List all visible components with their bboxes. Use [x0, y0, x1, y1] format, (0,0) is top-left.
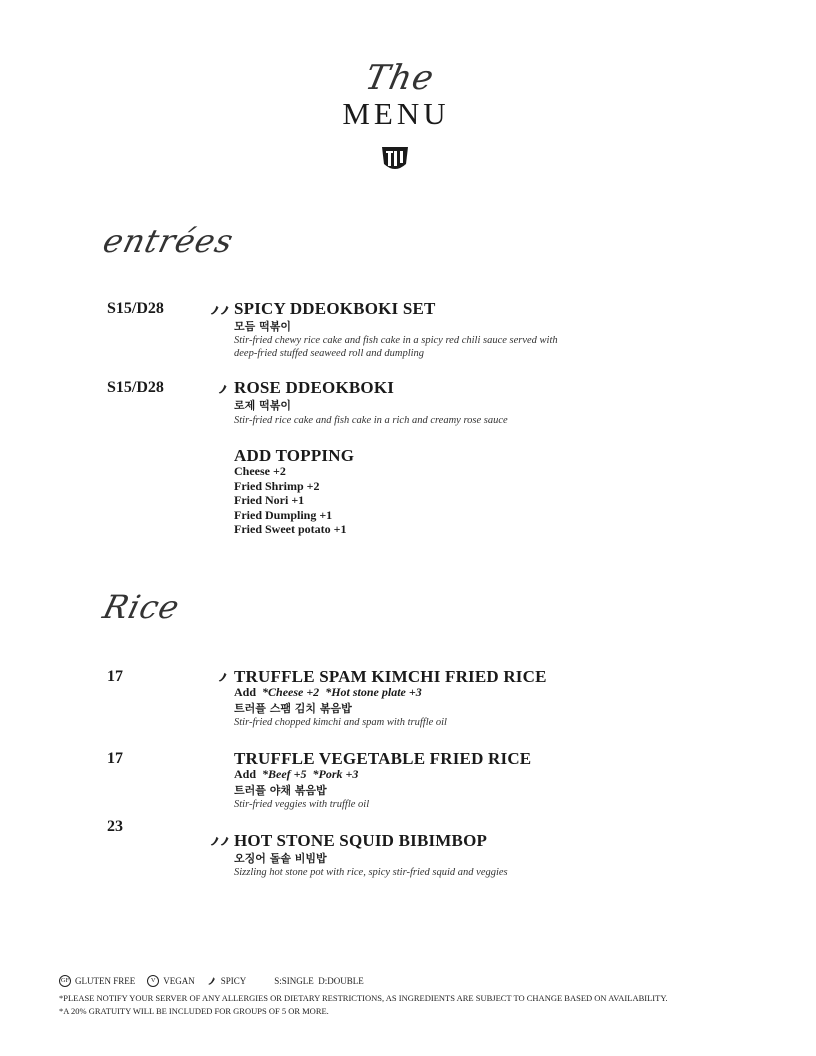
restaurant-logo — [379, 144, 411, 174]
topping-item: Fried Dumpling +1 — [234, 507, 333, 522]
price-truffle-vegetable: 17 — [107, 750, 123, 767]
item-description: Stir-fried chewy rice cake and fish cake in a spicy red chili sauce served with — [234, 335, 558, 346]
addon-option: *Pork +3 — [312, 767, 359, 781]
item-description: Stir-fried rice cake and fish cake in a rich and creamy rose sauce — [234, 415, 508, 426]
header-script-the: The — [361, 58, 438, 98]
page-title: MENU — [342, 96, 450, 131]
addon-prefix: Add — [234, 685, 257, 699]
topping-item: Fried Nori +1 — [234, 493, 305, 507]
price-spicy-ddeokboki-set: S15/D28 — [107, 300, 164, 317]
gluten-free-icon: GF — [59, 975, 71, 987]
item-description: Sizzling hot stone pot with rice, spicy stir-fried squid and veggies — [234, 867, 508, 878]
topping-item: Fried Shrimp +2 — [234, 478, 320, 493]
item-addons — [234, 685, 422, 700]
legend-gluten-free: GLUTEN FREE — [75, 976, 136, 986]
addon-option: *Hot stone plate +3 — [325, 685, 422, 699]
price-rose-ddeokboki: S15/D28 — [107, 379, 164, 396]
footer-legend — [59, 975, 364, 987]
topping-item: Fried Sweet potato +1 — [234, 522, 347, 536]
topping-title: ADD TOPPING — [234, 446, 355, 465]
section-title-rice: Rice — [99, 588, 184, 626]
spicy-icon — [209, 835, 231, 847]
topping-item: Cheese +2 — [234, 464, 286, 478]
item-description: deep-fried stuffed seaweed roll and dumpling — [234, 348, 425, 359]
item-name: HOT STONE SQUID BIBIMBOP — [234, 831, 488, 850]
item-description: Stir-fried veggies with truffle oil — [234, 799, 370, 810]
footer-allergy-note: *PLEASE NOTIFY YOUR SERVER OF ANY ALLERGIES OR DIETARY RESTRICTIONS, AS INGREDIENTS ARE SUBJECT TO CHANGE BASED ON AVAILABILITY. — [59, 993, 668, 1003]
footer-gratuity-note: *A 20% GRATUITY WILL BE INCLUDED FOR GROUPS OF 5 OR MORE. — [59, 1006, 329, 1016]
item-korean-name: 트러플 야채 볶음밥 — [234, 784, 327, 797]
price-truffle-spam-kimchi: 17 — [107, 668, 123, 685]
section-title-entrees: entrées — [99, 222, 238, 260]
item-name: ROSE DDEOKBOKI — [234, 378, 395, 397]
spicy-icon — [207, 976, 217, 986]
item-addons — [234, 767, 358, 782]
price-hot-stone-squid: 23 — [107, 818, 123, 835]
item-name: TRUFFLE VEGETABLE FRIED RICE — [234, 749, 532, 768]
legend-spicy: SPICY — [220, 976, 247, 986]
item-name: SPICY DDEOKBOKI SET — [234, 299, 436, 318]
item-korean-name: 모듬 떡볶이 — [234, 320, 291, 333]
legend-vegan: VEGAN — [163, 976, 195, 986]
addon-option: *Beef +5 — [262, 767, 307, 781]
addon-prefix: Add — [234, 767, 257, 781]
item-name: TRUFFLE SPAM KIMCHI FRIED RICE — [234, 667, 547, 686]
vegan-icon: V — [147, 975, 159, 987]
addon-option: *Cheese +2 — [262, 685, 320, 699]
legend-sizes: S:SINGLE D:DOUBLE — [274, 976, 364, 986]
item-korean-name: 오징어 돌솥 비빔밥 — [234, 852, 327, 865]
item-korean-name: 로제 떡볶이 — [234, 399, 291, 412]
spicy-icon — [209, 304, 231, 316]
item-korean-name: 트러플 스팸 김치 볶음밥 — [234, 702, 352, 715]
spicy-icon — [217, 383, 229, 395]
spicy-icon — [217, 671, 229, 683]
item-description: Stir-fried chopped kimchi and spam with truffle oil — [234, 717, 447, 728]
